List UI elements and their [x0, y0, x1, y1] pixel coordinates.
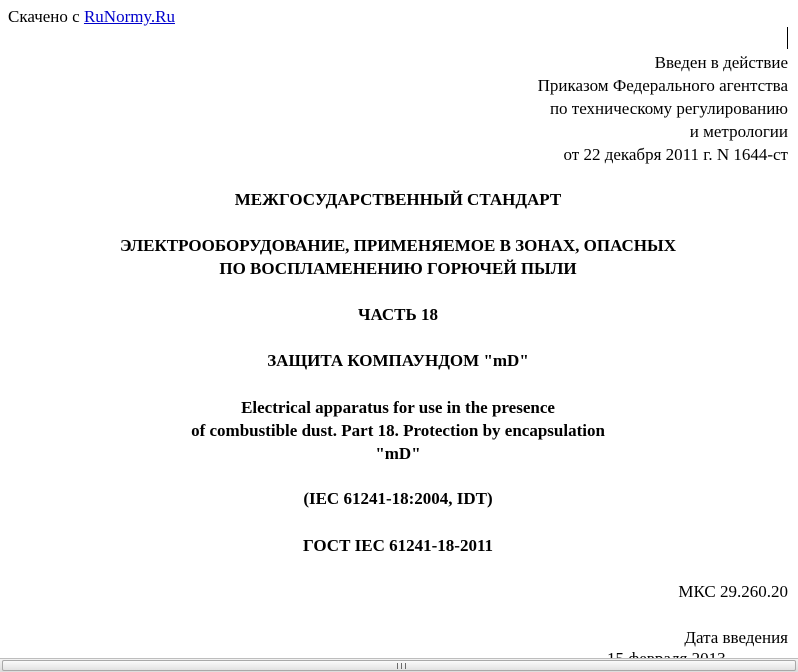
- horizontal-scrollbar[interactable]: [0, 658, 798, 672]
- enactment-line: Введен в действие: [654, 53, 788, 72]
- iec-reference: (IEC 61241-18:2004, IDT): [303, 489, 493, 508]
- grip-icon: [397, 663, 406, 669]
- enactment-line: от 22 декабря 2011 г. N 1644-ст: [563, 145, 788, 164]
- source-link[interactable]: RuNormy.Ru: [83, 7, 175, 26]
- title-ru-line: ЭЛЕКТРООБОРУДОВАНИЕ, ПРИМЕНЯЕМОЕ В ЗОНАХ, ОПАСНЫХ: [120, 236, 676, 255]
- enactment-block: [538, 51, 788, 166]
- standard-title-en: [0, 396, 796, 465]
- source-line: [8, 5, 175, 28]
- mks-code: МКС 29.260.20: [678, 582, 788, 601]
- enactment-line: по техническому регулированию: [549, 99, 788, 118]
- standard-subtitle-ru: ЗАЩИТА КОМПАУНДОМ "mD": [267, 351, 529, 370]
- title-en-line: Electrical apparatus for use in the presence: [241, 398, 555, 417]
- enactment-line: и метрологии: [689, 122, 788, 141]
- standard-part: ЧАСТЬ 18: [357, 305, 438, 324]
- title-en-line: "mD": [375, 444, 421, 463]
- enactment-line: Приказом Федерального агентства: [537, 76, 788, 95]
- gost-identifier: ГОСТ IEC 61241-18-2011: [302, 536, 494, 555]
- source-prefix: Скачено с: [8, 7, 84, 26]
- scrollbar-thumb[interactable]: [2, 660, 796, 671]
- standard-type: МЕЖГОСУДАРСТВЕННЫЙ СТАНДАРТ: [234, 190, 562, 209]
- title-en-line: of combustible dust. Part 18. Protection by encapsulation: [191, 421, 605, 440]
- title-ru-line: ПО ВОСПЛАМЕНЕНИЮ ГОРЮЧЕЙ ПЫЛИ: [219, 259, 577, 278]
- text-caret: [787, 27, 788, 49]
- intro-date-label: Дата введения: [684, 628, 788, 647]
- standard-title-ru: [0, 234, 796, 280]
